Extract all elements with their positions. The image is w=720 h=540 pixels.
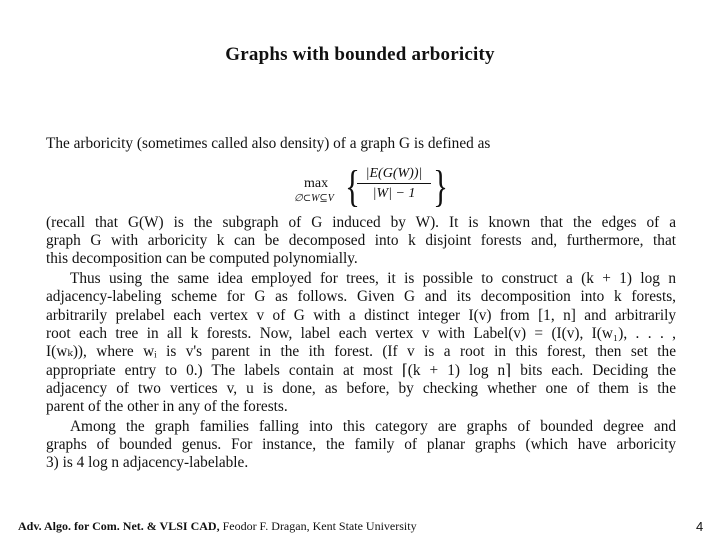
para3-line: Among the graph families falling into this category are graphs of bounded degree and <box>70 418 676 435</box>
para1-line: this decomposition can be computed polynomially. <box>46 250 358 267</box>
para2-line: appropriate entry to 0.) The labels contain at most ⌈(k + 1) log n⌉ bits each. Deciding the <box>46 362 676 379</box>
para2-line: parent of the other in any of the forests. <box>46 398 288 415</box>
formula-left-brace: { <box>345 162 360 211</box>
formula-right-brace: } <box>433 162 448 211</box>
page-number: 4 <box>696 519 704 534</box>
formula-max: max <box>304 176 329 191</box>
para3-line: 3) is 4 log n adjacency-labelable. <box>46 454 249 471</box>
slide-title: Graphs with bounded arboricity <box>225 44 495 65</box>
para2-line: adjacency of two vertices v, u is done, as before, by checking whether one of them is the <box>46 380 676 397</box>
para2-line: adjacency-labeling scheme for G as follows. Given G and its decomposition into k forests, <box>46 288 676 305</box>
footer-author: Feodor F. Dragan, Kent State University <box>219 519 417 533</box>
para1-line: graph G with arboricity k can be decomposed into k disjoint forests and, furthermore, that <box>46 232 676 249</box>
para2-line: I(wₖ)), where wᵢ is v's parent in the ith forest. (If v is a root in this forest, then set the <box>46 343 676 360</box>
formula-fraction <box>357 166 431 202</box>
arboricity-formula <box>290 160 450 222</box>
formula-denominator: |W| − 1 <box>372 186 416 201</box>
para2-line: arbitrarily prelabel each vertex v of G with a distinct integer I(v) from [1, n] and arbitrarily <box>46 307 676 324</box>
para1-line: (recall that G(W) is the subgraph of G induced by W). It is known that the edges of a <box>46 214 676 231</box>
formula-numerator: |E(G(W))| <box>357 166 431 184</box>
para3-line: graphs of bounded genus. For instance, the family of planar graphs (which have arboricity <box>46 436 676 453</box>
para2-line: root each tree in all k forests. Now, label each vertex v with Label(v) = (I(v), I(w₁), . . . , <box>46 325 676 342</box>
formula-subscript: ∅⊂W⊆V <box>294 193 334 204</box>
intro-text: The arboricity (sometimes called also density) of a graph G is defined as <box>46 135 491 152</box>
para2-line: Thus using the same idea employed for trees, it is possible to construct a (k + 1) log n <box>70 270 676 287</box>
footer-course: Adv. Algo. for Com. Net. & VLSI CAD, <box>18 519 220 533</box>
footer <box>18 519 417 534</box>
